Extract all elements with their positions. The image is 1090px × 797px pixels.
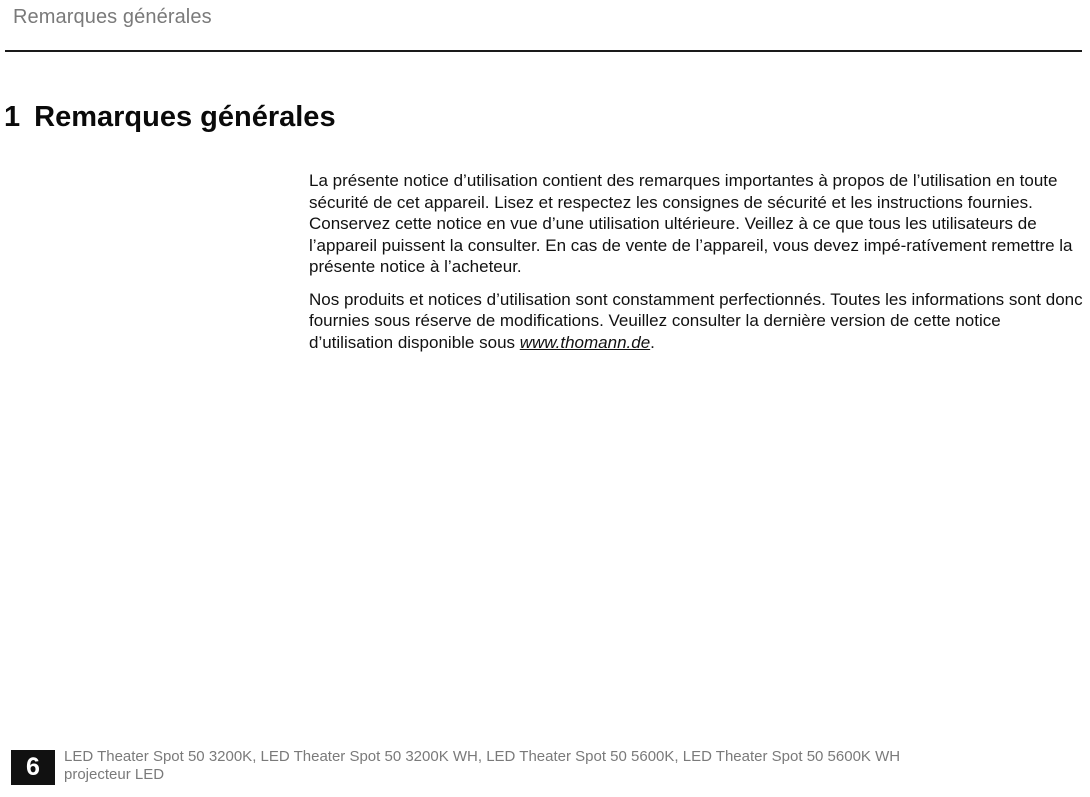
footer-product-type: projecteur LED bbox=[64, 766, 165, 783]
footer-product-models: LED Theater Spot 50 3200K, LED Theater Spot 50 3200K WH, LED Theater Spot 50 5600K, LED Theater Spot 50 5600K WH bbox=[64, 748, 901, 765]
section-number: 1 bbox=[4, 101, 21, 133]
section-title: Remarques générales bbox=[34, 101, 336, 133]
paragraph-intro: La présente notice d’utilisation contient des remarques importantes à propos de l’utilisation en toute sécurité de cet appareil. Lisez et respectez les consignes de sécurité et les instructions fournies. Conservez cette notice en vue d’une utilisation ultérieure. Veillez à ce que tous les utilisateurs de l’appareil puissent la consulter. En cas de vente de l’appareil, vous devez impé-ratívement remettre la présente notice à l’acheteur. bbox=[309, 171, 1073, 276]
thomann-link[interactable]: www.thomann.de bbox=[519, 332, 651, 352]
paragraph-updates bbox=[309, 289, 1084, 354]
footer-product-info bbox=[64, 748, 900, 784]
section-heading bbox=[4, 101, 336, 134]
running-header: Remarques générales bbox=[13, 6, 212, 28]
page-number-badge: 6 bbox=[11, 750, 55, 785]
body-text bbox=[309, 170, 1084, 364]
paragraph-updates-end: . bbox=[650, 332, 655, 352]
paragraph-updates-text: Nos produits et notices d’utilisation sont constamment perfectionnés. Toutes les informations sont donc fournies sous réserve de modifications. Veuillez consulter la dernière version de cette notice d’utilisation disponible sous bbox=[309, 289, 1083, 352]
header-divider bbox=[5, 50, 1082, 52]
